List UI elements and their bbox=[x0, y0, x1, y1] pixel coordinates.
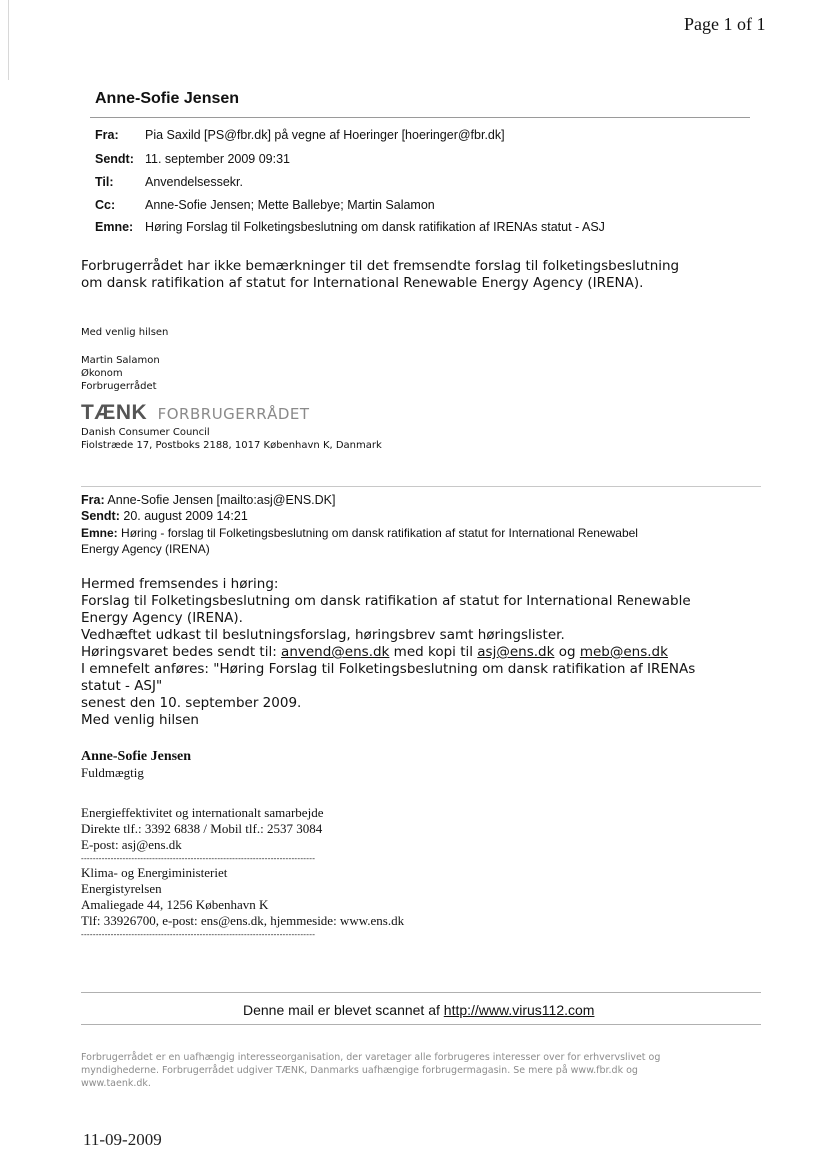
taenk-org-name: FORBRUGERRÅDET bbox=[157, 405, 310, 423]
email-link-meb[interactable]: meb@ens.dk bbox=[579, 644, 668, 660]
council-name: Danish Consumer Council bbox=[81, 427, 210, 438]
header-label: Sendt: bbox=[95, 152, 134, 166]
body-line: I emnefelt anføres: "Høring Forslag til Folketingsbeslutning om dansk ratifikation af IRENAs bbox=[81, 661, 696, 677]
scan-edge-line bbox=[8, 0, 9, 80]
body-line: Vedhæftet udkast til beslutningsforslag, høringsbrev samt høringslister. bbox=[81, 627, 565, 643]
ens-signer-name: Anne-Sofie Jensen bbox=[81, 749, 192, 764]
ens-street: Amaliegade 44, 1256 København K bbox=[81, 897, 269, 912]
ens-email: E-post: asj@ens.dk bbox=[81, 837, 182, 852]
ens-phone: Direkte tlf.: 3392 6838 / Mobil tlf.: 2537 3084 bbox=[81, 821, 323, 836]
body-line: Energy Agency (IRENA). bbox=[81, 610, 243, 626]
header-label: Til: bbox=[95, 175, 114, 189]
forwarded-header-subject bbox=[81, 526, 638, 540]
disclaimer-line: www.taenk.dk. bbox=[81, 1078, 151, 1089]
forwarded-header-from bbox=[81, 493, 336, 507]
body-line: Med venlig hilsen bbox=[81, 712, 199, 728]
header-value: Høring - forslag til Folketingsbeslutning om dansk ratifikation af statut for International Renewabel bbox=[121, 526, 638, 540]
ens-agency: Energistyrelsen bbox=[81, 881, 162, 896]
taenk-brand: TÆNK bbox=[81, 401, 148, 424]
ens-dash-line: ------------------------------------------------------------------------------- bbox=[81, 930, 316, 939]
ens-signature bbox=[81, 749, 404, 941]
header-value: Høring Forslag til Folketingsbeslutning om dansk ratifikation af IRENAs statut - ASJ bbox=[145, 220, 605, 234]
ens-ministry: Klima- og Energiministeriet bbox=[81, 865, 228, 880]
header-label: Cc: bbox=[95, 198, 116, 212]
virus112-link[interactable]: http://www.virus112.com bbox=[443, 1002, 595, 1018]
header-value: Energy Agency (IRENA) bbox=[81, 542, 210, 556]
council-address: Fiolstræde 17, Postboks 2188, 1017 København K, Danmark bbox=[81, 440, 382, 451]
header-value: Pia Saxild [PS@fbr.dk] på vegne af Hoeringer [hoeringer@fbr.dk] bbox=[145, 128, 505, 142]
email-header-sent bbox=[95, 152, 290, 166]
reply-body-line: Forbrugerrådet har ikke bemærkninger til det fremsendte forslag til folketingsbeslutning bbox=[81, 258, 680, 274]
email-link-anvend[interactable]: anvend@ens.dk bbox=[281, 644, 390, 660]
reply-signer-title: Økonom bbox=[81, 368, 123, 379]
body-text: og bbox=[554, 644, 580, 660]
heading-rule bbox=[90, 117, 750, 118]
scan-rule-bottom bbox=[81, 1024, 761, 1025]
header-value: Anne-Sofie Jensen [mailto:asj@ENS.DK] bbox=[107, 493, 336, 507]
header-label: Fra: bbox=[95, 128, 119, 142]
body-line: senest den 10. september 2009. bbox=[81, 695, 302, 711]
disclaimer-line: Forbrugerrådet er en uafhængig interesseorganisation, der varetager alle forbrugeres interesser over for erhvervslivet og bbox=[81, 1052, 661, 1063]
ens-dash-line: ------------------------------------------------------------------------------- bbox=[81, 854, 316, 863]
email-header-cc bbox=[95, 198, 435, 212]
body-line: statut - ASJ" bbox=[81, 678, 163, 694]
email-header-to bbox=[95, 175, 243, 189]
header-label: Fra: bbox=[81, 493, 105, 507]
email-link-asj[interactable]: asj@ens.dk bbox=[477, 644, 555, 660]
stamp-date: 11-09-2009 bbox=[83, 1130, 162, 1149]
reply-greeting: Med venlig hilsen bbox=[81, 327, 169, 338]
body-line: Hermed fremsendes i høring: bbox=[81, 576, 279, 592]
ens-signer-title: Fuldmægtig bbox=[81, 765, 144, 780]
reply-body-line: om dansk ratifikation af statut for International Renewable Energy Agency (IRENA). bbox=[81, 275, 644, 291]
header-value: Anne-Sofie Jensen; Mette Ballebye; Martin Salamon bbox=[145, 198, 435, 212]
header-label: Emne: bbox=[81, 526, 118, 540]
email-header-from bbox=[95, 128, 505, 142]
forwarded-header-subject-cont bbox=[81, 542, 210, 556]
header-value: 20. august 2009 14:21 bbox=[123, 509, 248, 523]
scan-notice-text: Denne mail er blevet scannet af bbox=[243, 1002, 444, 1018]
header-label: Emne: bbox=[95, 220, 134, 234]
header-value: 11. september 2009 09:31 bbox=[145, 152, 291, 166]
body-line: Forslag til Folketingsbeslutning om dansk ratifikation af statut for International Renewable bbox=[81, 593, 691, 609]
email-header-subject bbox=[95, 220, 605, 234]
header-value: Anvendelsessekr. bbox=[145, 175, 243, 189]
page-number: Page 1 of 1 bbox=[684, 14, 766, 34]
body-text: Høringsvaret bedes sendt til: bbox=[81, 644, 282, 660]
reply-signer-org: Forbrugerrådet bbox=[81, 381, 157, 392]
sender-name-heading: Anne-Sofie Jensen bbox=[95, 90, 240, 107]
body-line-recipients bbox=[81, 644, 695, 661]
forwarded-header-sent bbox=[81, 509, 248, 523]
forward-separator bbox=[81, 486, 761, 487]
taenk-logo bbox=[81, 401, 310, 425]
disclaimer-line: myndighederne. Forbrugerrådet udgiver TÆNK, Danmarks uafhængige forbrugermagasin. Se mere på www.fbr.dk og bbox=[81, 1065, 638, 1076]
ens-department: Energieffektivitet og internationalt samarbejde bbox=[81, 805, 324, 820]
scan-rule-top bbox=[81, 992, 761, 993]
reply-signer-name: Martin Salamon bbox=[81, 355, 160, 366]
ens-contact: Tlf: 33926700, e-post: ens@ens.dk, hjemmeside: www.ens.dk bbox=[81, 913, 405, 928]
header-label: Sendt: bbox=[81, 509, 120, 523]
scan-notice bbox=[243, 1002, 594, 1018]
footer-disclaimer bbox=[81, 1051, 660, 1090]
forwarded-body bbox=[81, 576, 695, 729]
body-text: med kopi til bbox=[389, 644, 478, 660]
